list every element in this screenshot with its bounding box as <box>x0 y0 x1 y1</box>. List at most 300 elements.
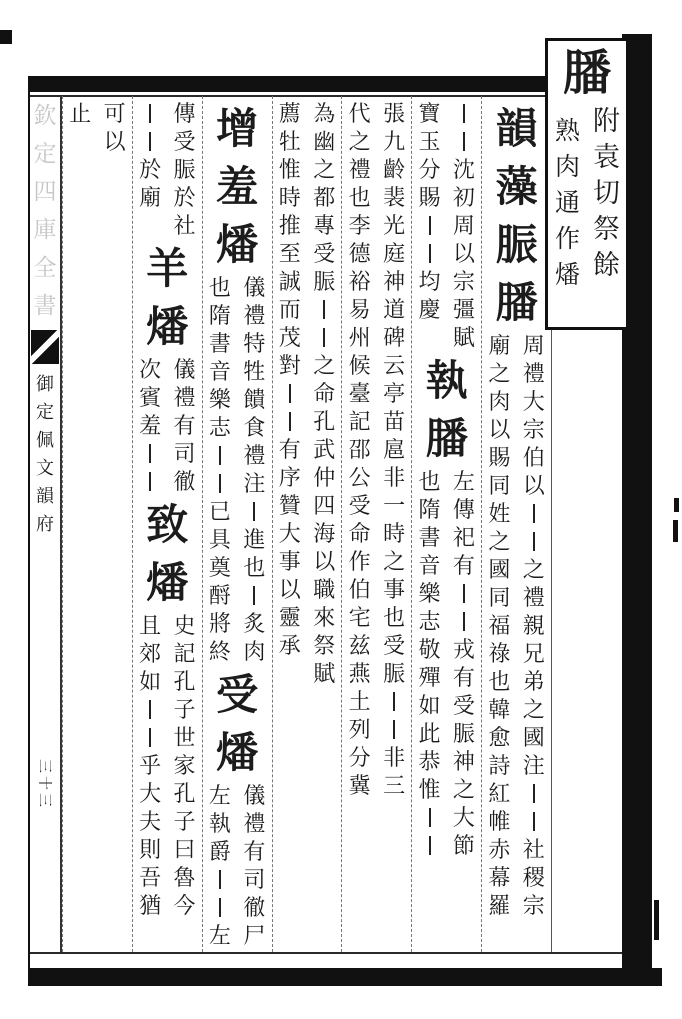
glyph: 志 <box>418 609 441 634</box>
annotation-right <box>167 100 201 240</box>
glyph: 隋 <box>418 497 441 522</box>
glyph: 脤 <box>495 221 538 268</box>
glyph: 云 <box>383 353 406 378</box>
glyph: 也 <box>208 275 231 300</box>
glyph: 燔 <box>554 261 580 289</box>
glyph: 書 <box>418 525 441 550</box>
glyph: 兄 <box>522 641 545 666</box>
entry-headword <box>412 352 481 468</box>
glyph: 推 <box>278 213 301 238</box>
glyph: 藻 <box>495 163 538 210</box>
entry-headword <box>203 666 272 782</box>
annotation-right <box>237 274 271 666</box>
glyph: 愈 <box>488 725 511 750</box>
glyph: 祀 <box>452 525 475 550</box>
glyph: 終 <box>208 639 231 664</box>
glyph: 熟 <box>554 117 580 145</box>
glyph: 列 <box>348 717 371 742</box>
main-text <box>62 96 551 952</box>
glyph: 承 <box>278 633 301 658</box>
glyph: 燕 <box>348 661 371 686</box>
glyph: 之 <box>488 361 511 386</box>
glyph: 禮 <box>243 443 266 468</box>
glyph: 餘 <box>593 250 620 280</box>
glyph: 碑 <box>383 325 406 350</box>
glyph: 庭 <box>383 241 406 266</box>
glyph: 祭 <box>313 633 336 658</box>
repeat-mark <box>412 240 446 268</box>
glyph: 恭 <box>418 749 441 774</box>
glyph: 左 <box>452 469 475 494</box>
glyph: 非 <box>383 745 406 770</box>
glyph: 脤 <box>452 721 475 746</box>
glyph: 今 <box>173 893 196 918</box>
annotation-right <box>167 356 201 496</box>
glyph: 贊 <box>278 493 301 518</box>
glyph: 於 <box>139 157 162 182</box>
glyph: 食 <box>243 415 266 440</box>
glyph: 韓 <box>488 697 511 722</box>
glyph: 事 <box>278 549 301 574</box>
glyph: 有 <box>452 553 475 578</box>
glyph: 沈 <box>452 157 475 182</box>
ink-smudge <box>0 30 12 44</box>
glyph: 宗 <box>452 269 475 294</box>
annotation-pair <box>412 100 481 352</box>
repeat-mark <box>133 696 167 724</box>
glyph: 光 <box>383 213 406 238</box>
glyph: 隋 <box>208 303 231 328</box>
glyph: 記 <box>173 641 196 666</box>
glyph: 司 <box>243 867 266 892</box>
glyph: 神 <box>383 269 406 294</box>
annotation-right <box>307 100 341 688</box>
annotation-left <box>133 356 167 496</box>
glyph: 靈 <box>278 605 301 630</box>
glyph: 兹 <box>348 633 371 658</box>
glyph: 候 <box>348 353 371 378</box>
glyph: 賦 <box>452 325 475 350</box>
glyph: 之 <box>313 157 336 182</box>
glyph: 佩 <box>36 430 54 450</box>
glyph: 均 <box>418 269 441 294</box>
glyph: 裴 <box>383 185 406 210</box>
text-column-5 <box>202 96 272 952</box>
annotation-right <box>237 782 271 950</box>
glyph: 樂 <box>418 581 441 606</box>
glyph: 周 <box>452 213 475 238</box>
glyph: 一 <box>383 493 406 518</box>
glyph: 幽 <box>313 129 336 154</box>
rhyme-headword <box>548 45 626 103</box>
entry-headword <box>133 240 202 356</box>
annotation-pair <box>133 612 202 920</box>
glyph: 都 <box>313 185 336 210</box>
glyph: 來 <box>313 605 336 630</box>
glyph: 誠 <box>278 269 301 294</box>
glyph: 燔 <box>216 221 259 268</box>
glyph: 之 <box>313 353 336 378</box>
glyph: 宅 <box>348 605 371 630</box>
glyph: 道 <box>383 297 406 322</box>
glyph: 之 <box>488 529 511 554</box>
glyph: 對 <box>278 353 301 378</box>
repeat-mark <box>517 528 551 556</box>
spine-book-title <box>30 370 60 538</box>
glyph: 受 <box>383 633 406 658</box>
glyph: 也 <box>243 555 266 580</box>
glyph: 止 <box>69 101 92 126</box>
glyph: 欽 <box>33 102 57 128</box>
glyph: 有 <box>173 413 196 438</box>
repeat-mark <box>447 100 481 128</box>
frame-border-bottom <box>28 968 662 986</box>
glyph: 執 <box>208 811 231 836</box>
annotation-pair <box>133 356 202 496</box>
repeat-mark <box>203 442 237 470</box>
repeat-mark <box>133 468 167 496</box>
page-number: 三十三 <box>37 759 53 810</box>
glyph: 大 <box>522 389 545 414</box>
repeat-mark <box>517 500 551 528</box>
glyph: 有 <box>278 437 301 462</box>
glyph: 乎 <box>139 753 162 778</box>
glyph: 同 <box>488 473 511 498</box>
glyph: 羅 <box>488 893 511 918</box>
glyph: 此 <box>418 721 441 746</box>
glyph: 以 <box>313 549 336 574</box>
glyph: 炙 <box>243 611 266 636</box>
glyph: 弟 <box>522 669 545 694</box>
glyph: 惟 <box>278 157 301 182</box>
glyph: 全 <box>33 254 57 280</box>
glyph: 魯 <box>173 865 196 890</box>
ink-smudge <box>674 498 679 512</box>
glyph: 李 <box>348 213 371 238</box>
glyph: 已 <box>208 499 231 524</box>
glyph: 德 <box>348 241 371 266</box>
glyph: 饋 <box>243 387 266 412</box>
glyph: 府 <box>36 514 54 534</box>
glyph: 書 <box>208 331 231 356</box>
glyph: 以 <box>522 473 545 498</box>
repeat-mark <box>447 608 481 636</box>
glyph: 伯 <box>522 445 545 470</box>
glyph: 膰 <box>495 279 538 326</box>
repeat-mark <box>203 470 237 498</box>
entry-headword <box>133 496 202 612</box>
glyph: 州 <box>348 325 371 350</box>
glyph: 賦 <box>313 661 336 686</box>
glyph: 四 <box>33 178 57 204</box>
glyph: 樂 <box>208 387 231 412</box>
repeat-mark <box>133 724 167 752</box>
repeat-mark <box>307 324 341 352</box>
glyph: 殫 <box>418 665 441 690</box>
glyph: 家 <box>173 753 196 778</box>
repeat-mark <box>517 808 551 836</box>
annotation-pair <box>482 332 551 920</box>
glyph: 次 <box>139 357 162 382</box>
glyph: 國 <box>488 557 511 582</box>
glyph: 分 <box>348 745 371 770</box>
glyph: 於 <box>173 185 196 210</box>
repeat-mark <box>447 128 481 156</box>
glyph: 受 <box>216 671 259 718</box>
glyph: 寶 <box>418 101 441 126</box>
glyph: 燔 <box>146 303 189 350</box>
glyph: 以 <box>488 417 511 442</box>
glyph: 玉 <box>418 129 441 154</box>
glyph: 分 <box>418 157 441 182</box>
glyph: 福 <box>488 613 511 638</box>
glyph: 有 <box>243 839 266 864</box>
glyph: 至 <box>278 241 301 266</box>
glyph: 社 <box>173 213 196 238</box>
text-column-2 <box>411 96 481 952</box>
glyph: 親 <box>522 613 545 638</box>
glyph: 袁 <box>593 142 620 172</box>
annotation-right <box>517 332 551 920</box>
glyph: 文 <box>36 458 54 478</box>
annotation-left <box>342 100 376 800</box>
glyph: 定 <box>33 140 57 166</box>
glyph: 儀 <box>173 357 196 382</box>
glyph: 賜 <box>488 445 511 470</box>
glyph: 世 <box>173 725 196 750</box>
glyph: 禮 <box>243 811 266 836</box>
glyph: 膰 <box>425 415 468 462</box>
glyph: 時 <box>383 521 406 546</box>
glyph: 燔 <box>216 729 259 776</box>
glyph: 也 <box>418 469 441 494</box>
glyph: 受 <box>452 693 475 718</box>
repeat-mark <box>517 780 551 808</box>
glyph: 增 <box>216 105 259 152</box>
glyph: 臺 <box>348 381 371 406</box>
glyph: 志 <box>208 415 231 440</box>
glyph: 脤 <box>313 269 336 294</box>
annotation-pair <box>342 100 411 800</box>
glyph: 敬 <box>418 637 441 662</box>
annotation-left <box>412 100 446 352</box>
glyph: 左 <box>208 783 231 808</box>
repeat-mark <box>412 804 446 832</box>
glyph: 切 <box>593 178 620 208</box>
text-column-7 <box>62 96 132 952</box>
glyph: 酹 <box>208 583 231 608</box>
glyph: 羞 <box>139 413 162 438</box>
text-column-3 <box>341 96 411 952</box>
annotation-left <box>133 100 167 240</box>
annotation-right <box>377 100 411 800</box>
annotation-right <box>447 468 481 860</box>
glyph: 膰 <box>562 47 611 100</box>
repeat-mark <box>412 832 446 860</box>
glyph: 冀 <box>348 773 371 798</box>
glyph: 則 <box>139 837 162 862</box>
glyph: 紅 <box>488 781 511 806</box>
glyph: 宗 <box>522 893 545 918</box>
annotation-left <box>63 100 97 156</box>
glyph: 受 <box>313 241 336 266</box>
glyph: 國 <box>522 725 545 750</box>
glyph: 宗 <box>522 417 545 442</box>
annotation-left <box>482 332 516 920</box>
glyph: 燔 <box>146 559 189 606</box>
glyph: 命 <box>348 521 371 546</box>
glyph: 為 <box>313 101 336 126</box>
glyph: 社 <box>522 837 545 862</box>
glyph: 儀 <box>243 275 266 300</box>
glyph: 大 <box>452 805 475 830</box>
glyph: 牲 <box>243 359 266 384</box>
glyph: 傳 <box>452 497 475 522</box>
glyph: 將 <box>208 611 231 636</box>
glyph: 奠 <box>208 555 231 580</box>
glyph: 專 <box>313 213 336 238</box>
glyph: 帷 <box>488 809 511 834</box>
glyph: 張 <box>383 101 406 126</box>
text-column-4 <box>272 96 342 952</box>
glyph: 代 <box>348 101 371 126</box>
glyph: 扈 <box>383 437 406 462</box>
glyph: 儀 <box>243 783 266 808</box>
glyph: 周 <box>522 333 545 358</box>
headword-box <box>545 38 629 330</box>
glyph: 夫 <box>139 809 162 834</box>
glyph: 特 <box>243 331 266 356</box>
glyph: 肉 <box>554 153 580 181</box>
repeat-mark <box>377 716 411 744</box>
repeat-mark <box>237 582 271 610</box>
repeat-mark <box>412 212 446 240</box>
text-column-6 <box>132 96 202 952</box>
glyph: 韻 <box>36 486 54 506</box>
repeat-mark <box>203 866 237 894</box>
repeat-mark <box>447 580 481 608</box>
glyph: 同 <box>488 585 511 610</box>
frame-border-top <box>28 76 555 92</box>
glyph: 可 <box>103 101 126 126</box>
glyph: 賓 <box>139 385 162 410</box>
glyph: 之 <box>522 557 545 582</box>
glyph: 稷 <box>522 865 545 890</box>
glyph: 肉 <box>243 639 266 664</box>
repeat-mark <box>273 380 307 408</box>
glyph: 節 <box>452 833 475 858</box>
glyph: 曰 <box>173 837 196 862</box>
glyph: 記 <box>348 409 371 434</box>
glyph: 左 <box>208 923 231 948</box>
glyph: 九 <box>383 129 406 154</box>
fanqie-annotation-right <box>587 103 626 293</box>
glyph: 致 <box>146 501 189 548</box>
glyph: 庫 <box>33 216 57 242</box>
glyph: 徹 <box>173 469 196 494</box>
glyph: 廟 <box>488 333 511 358</box>
glyph: 時 <box>278 185 301 210</box>
glyph: 司 <box>173 441 196 466</box>
glyph: 大 <box>278 521 301 546</box>
glyph: 也 <box>383 605 406 630</box>
glyph: 之 <box>522 697 545 722</box>
annotation-pair <box>203 274 272 666</box>
glyph: 亭 <box>383 381 406 406</box>
glyph: 進 <box>243 527 266 552</box>
glyph: 武 <box>313 437 336 462</box>
glyph: 尸 <box>243 923 266 948</box>
glyph: 仲 <box>313 465 336 490</box>
annotation-pair <box>63 100 132 156</box>
fanqie-annotation-left <box>548 103 587 293</box>
glyph: 以 <box>278 577 301 602</box>
section-header <box>482 100 551 216</box>
glyph: 四 <box>313 493 336 518</box>
glyph: 子 <box>173 809 196 834</box>
glyph: 也 <box>348 185 371 210</box>
glyph: 執 <box>425 357 468 404</box>
glyph: 裕 <box>348 269 371 294</box>
glyph: 爵 <box>208 839 231 864</box>
repeat-mark <box>237 498 271 526</box>
annotation-right <box>97 100 131 156</box>
glyph: 韻 <box>495 105 538 152</box>
glyph: 序 <box>278 465 301 490</box>
glyph: 以 <box>452 241 475 266</box>
glyph: 之 <box>452 777 475 802</box>
glyph: 之 <box>383 549 406 574</box>
ink-smudge <box>673 520 678 542</box>
glyph: 徹 <box>243 895 266 920</box>
glyph: 幕 <box>488 865 511 890</box>
glyph: 且 <box>139 613 162 638</box>
glyph: 郊 <box>139 641 162 666</box>
entry-headword <box>482 216 551 332</box>
glyph: 作 <box>554 225 580 253</box>
glyph: 禮 <box>173 385 196 410</box>
repeat-mark <box>273 408 307 436</box>
glyph: 具 <box>208 527 231 552</box>
glyph: 肉 <box>488 389 511 414</box>
glyph: 如 <box>139 669 162 694</box>
glyph: 伯 <box>348 577 371 602</box>
annotation-left <box>203 274 237 666</box>
glyph: 祿 <box>488 641 511 666</box>
glyph: 子 <box>173 697 196 722</box>
glyph: 牡 <box>278 129 301 154</box>
glyph: 邵 <box>348 437 371 462</box>
glyph: 吾 <box>139 865 162 890</box>
glyph: 作 <box>348 549 371 574</box>
annotation-right <box>447 100 481 352</box>
annotation-right <box>167 612 201 920</box>
annotation-left <box>412 468 446 860</box>
annotation-pair <box>133 100 202 240</box>
glyph: 定 <box>36 402 54 422</box>
inner-border-bottom <box>30 952 622 954</box>
glyph: 赤 <box>488 837 511 862</box>
glyph: 三 <box>383 773 406 798</box>
glyph: 苗 <box>383 409 406 434</box>
glyph: 受 <box>173 129 196 154</box>
glyph: 而 <box>278 297 301 322</box>
glyph: 有 <box>452 665 475 690</box>
glyph: 禮 <box>522 361 545 386</box>
glyph: 土 <box>348 689 371 714</box>
glyph: 孔 <box>313 409 336 434</box>
repeat-mark <box>203 894 237 922</box>
